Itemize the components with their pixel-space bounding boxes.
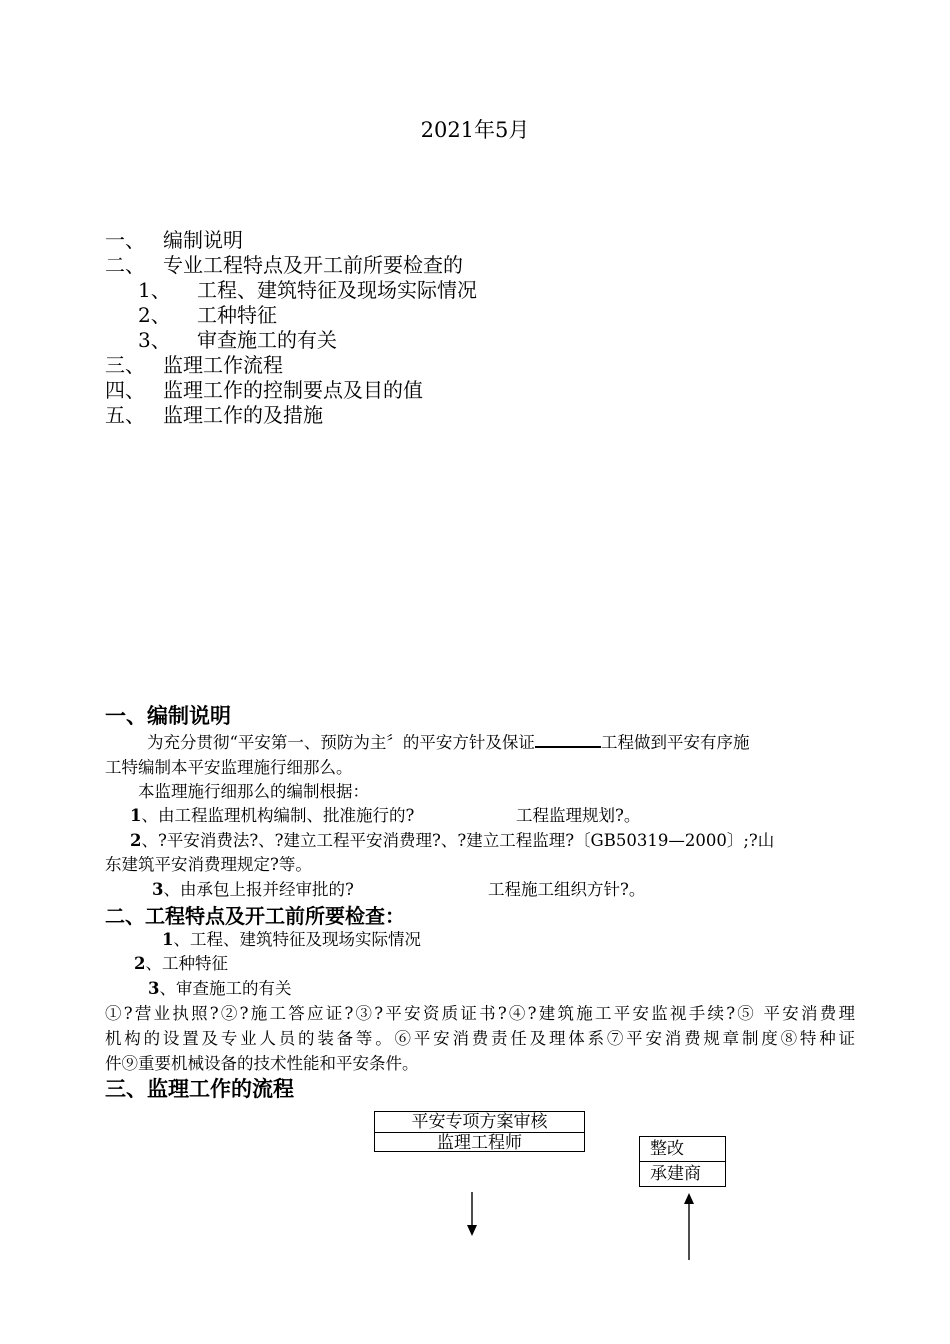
toc-item: 一、 编制说明 bbox=[105, 228, 243, 252]
basis-item-3-tail: 工程施工组织方针?。 bbox=[488, 880, 646, 899]
paragraph-line: 工特编制本平安监理施行细那么。 bbox=[105, 758, 353, 777]
basis-item-2: 2、?平安消费法?、?建立工程平安消费理?、?建立工程监理?〔GB50319—2000〕;?山 bbox=[130, 831, 775, 850]
toc-subitem: 1、 工程、建筑特征及现场实际情况 bbox=[138, 278, 477, 302]
document-list-line: ①?营业执照?②?施工答应证?③?平安资质证书?④?建筑施工平安监视手续?⑤ 平安消费理 bbox=[105, 1004, 855, 1023]
flow-box-rectify bbox=[639, 1136, 726, 1187]
blank-underline bbox=[535, 732, 601, 748]
section-heading-1: 一、编制说明 bbox=[105, 704, 231, 728]
section-heading-2: 二、工程特点及开工前所要检查： bbox=[105, 904, 405, 928]
toc-item: 三、 监理工作流程 bbox=[105, 353, 283, 377]
document-list-line: 件⑨重要机械设备的技术性能和平安条件。 bbox=[105, 1054, 419, 1073]
document-list-line: 机构的设置及专业人员的装备等。⑥平安消费责任及理体系⑦平安消费规章制度⑧特种证 bbox=[105, 1029, 855, 1048]
toc-subitem: 2、 工种特征 bbox=[138, 303, 277, 327]
basis-item-1-tail: 工程监理规划?。 bbox=[516, 806, 641, 825]
check-item-3: 3、审查施工的有关 bbox=[148, 979, 292, 998]
paragraph-line: 本监理施行细那么的编制根据： bbox=[138, 782, 369, 801]
flow-arrows bbox=[460, 1185, 700, 1265]
flow-box-title: 平安专项方案审核 bbox=[375, 1112, 584, 1133]
basis-item-1: 1、由工程监理机构编制、批准施行的? bbox=[130, 806, 415, 825]
toc-item: 二、 专业工程特点及开工前所要检查的 bbox=[105, 253, 463, 277]
check-item-1: 1、工程、建筑特征及现场实际情况 bbox=[162, 930, 421, 949]
flow-box-role: 承建商 bbox=[650, 1164, 701, 1184]
down-arrow-icon bbox=[467, 1192, 477, 1236]
document-date: 2021年5月 bbox=[420, 118, 530, 142]
basis-item-3: 3、由承包上报并经审批的? bbox=[152, 880, 354, 899]
toc-subitem: 3、 审查施工的有关 bbox=[138, 328, 337, 352]
flow-box-plan-review bbox=[374, 1111, 585, 1152]
paragraph-line: 为充分贯彻“平安第一、预防为主〞的平安方针及保证 工程做到平安有序施 bbox=[147, 733, 750, 752]
toc-item: 五、 监理工作的及措施 bbox=[105, 403, 323, 427]
up-arrow-icon bbox=[684, 1193, 694, 1260]
section-heading-3: 三、监理工作的流程 bbox=[105, 1077, 294, 1101]
flow-box-role: 监理工程师 bbox=[437, 1133, 522, 1153]
toc-item: 四、 监理工作的控制要点及目的值 bbox=[105, 378, 423, 402]
basis-item-2-cont: 东建筑平安消费理规定?等。 bbox=[105, 855, 312, 874]
flow-box-title: 整改 bbox=[640, 1137, 725, 1162]
check-item-2: 2、工种特征 bbox=[134, 954, 228, 973]
